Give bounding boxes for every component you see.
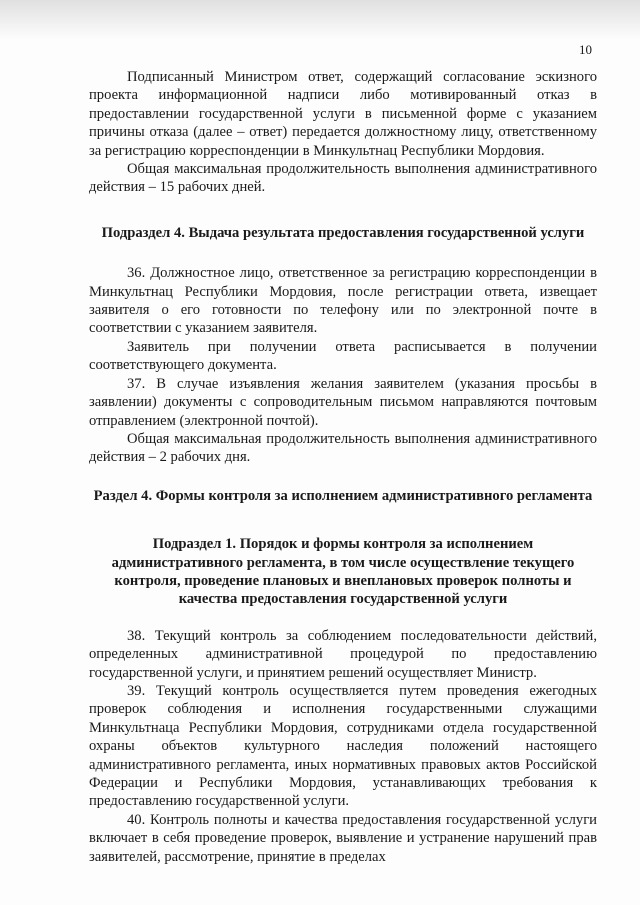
spacer (89, 609, 597, 627)
paragraph-duration-15-days: Общая максимальная продолжительность выполнения административного действия – 15 рабочих дней. (89, 161, 597, 196)
scan-shadow (0, 0, 640, 40)
spacer (89, 242, 597, 264)
document-body (89, 68, 597, 866)
paragraph-duration-2-days: Общая максимальная продолжительность выполнения административного действия – 2 рабочих дня. (89, 430, 597, 466)
spacer (89, 467, 597, 487)
paragraph-response-transfer: Подписанный Министром ответ, содержащий согласование эскизного проекта информационной надписи либо мотивированный отказ в предоставлении государственной услуги в письменной форме с указанием причины отказа (далее – ответ) передается должностному лицу, ответственному за регистрацию корреспонденции в Минкультнац Республики Мордовия. (89, 69, 597, 159)
spacer (89, 505, 597, 535)
subsection-4-heading: Подраздел 4. Выдача результата предоставления государственной услуги (101, 224, 585, 241)
subsection-1-heading: Подраздел 1. Порядок и формы контроля за исполнением административного регламента, в том числе осуществление текущего контроля, проведение плановых и внеплановых проверок полноты и качества предоставления государственной услуги (111, 536, 575, 608)
section-4-heading: Раздел 4. Формы контроля за исполнением административного регламента (93, 487, 593, 504)
paragraph-37: 37. В случае изъявления желания заявителем (указания просьбы в заявлении) документы с сопроводительным письмом направляются почтовым отправлением (электронной почтой). (89, 375, 597, 429)
paragraph-36: 36. Должностное лицо, ответственное за регистрацию корреспонденции в Минкультнац Республики Мордовия, после регистрации ответа, извещает заявителя о его готовности по телефону или по электронной почте в соответствии с указанием заявителя. (89, 265, 597, 337)
paragraph-applicant-signature: Заявитель при получении ответа расписывается в получении соответствующего документа. (89, 338, 597, 374)
paragraph-40: 40. Контроль полноты и качества предоставления государственной услуги включает в себя проведение проверок, выявление и устранение нарушений прав заявителей, рассмотрение, принятие в пределах (89, 811, 597, 865)
paragraph-38: 38. Текущий контроль за соблюдением последовательности действий, определенных административной процедурой по предоставлению государственной услуги, и принятием решений осуществляет Министр. (89, 627, 597, 681)
page-number: 10 (579, 42, 592, 57)
paragraph-39: 39. Текущий контроль осуществляется путем проведения ежегодных проверок соблюдения и исполнения государственными служащими Минкультнаца Республики Мордовия, сотрудниками отдела государственной охраны объектов культурного наследия положений настоящего административного регламента, иных нормативных правовых актов Российской Федерации и Республики Мордовия, устанавливающих требования к предоставлению государственной услуги. (89, 682, 597, 810)
spacer (89, 197, 597, 224)
